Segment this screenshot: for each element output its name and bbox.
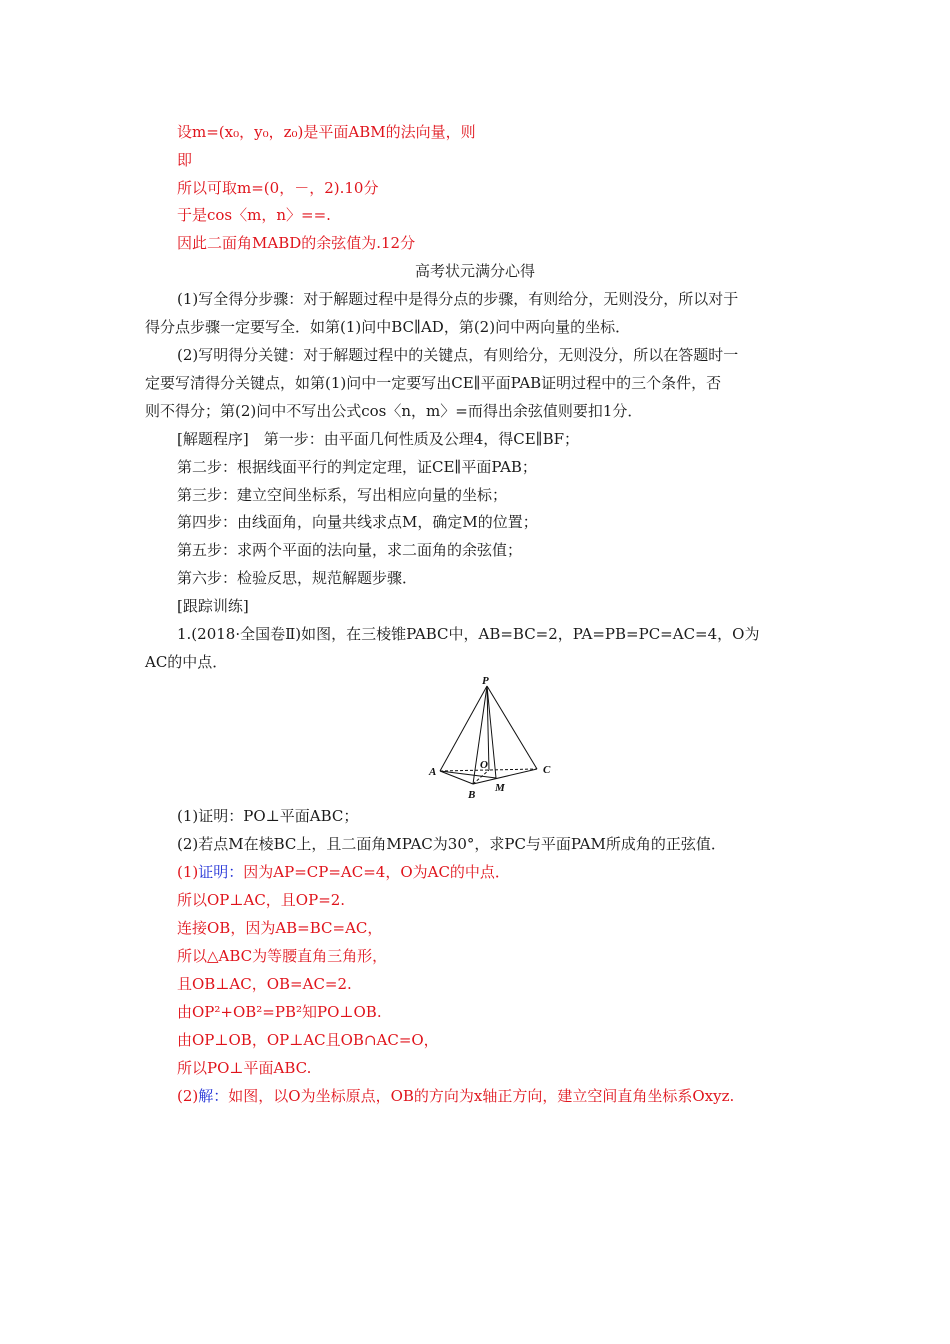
solution-line-ji: 即 (177, 151, 193, 169)
label-O: O (480, 759, 488, 771)
answer-1-line-6: 由OP²+OB²=PB²知PO⊥OB. (177, 1003, 382, 1021)
answer-2-prefix: (2) (177, 1087, 199, 1105)
question-part-2: (2)若点M在棱BC上，且二面角MPAC为30°，求PC与平面PAM所成角的正弦值． (177, 835, 726, 853)
answer-1-line-4: 所以△ABC为等腰直角三角形， (177, 947, 388, 965)
answer-1-line-2: 所以OP⊥AC，且OP=2. (177, 891, 346, 909)
question-line-b: AC的中点． (145, 653, 228, 671)
procedure-step-4: 第四步：由线面角，向量共线求点M，确定M的位置； (177, 513, 538, 531)
question-part-1: (1)证明：PO⊥平面ABC； (177, 807, 359, 825)
procedure-step-2: 第二步：根据线面平行的判定定理，证CE∥平面PAB； (177, 458, 537, 476)
answer-2-text: 如图，以O为坐标原点，OB的方向为x轴正方向，建立空间直角坐标系Oxyz. (228, 1087, 735, 1105)
solution-line-conclusion: 因此二面角MABD的余弦值为.12分 (177, 234, 416, 252)
procedure-step-6: 第六步：检验反思，规范解题步骤． (177, 569, 418, 587)
tracking-heading: [跟踪训练] (177, 597, 249, 615)
tip-1-line-a: (1)写全得分步骤：对于解题过程中是得分点的步骤，有则给分，无则没分，所以对于 (177, 290, 739, 308)
answer-1-text: 因为AP=CP=AC=4，O为AC的中点． (243, 863, 510, 881)
tip-2-line-c: 则不得分；第(2)问中不写出公式cos〈n，m〉=而得出余弦值则要扣1分． (145, 402, 643, 420)
answer-2-label: 解： (198, 1087, 229, 1105)
solution-line-cos: 于是cos〈m，n〉==. (177, 206, 331, 224)
answer-1-line-8: 所以PO⊥平面ABC. (177, 1059, 312, 1077)
tip-2-line-b: 定要写清得分关键点，如第(1)问中一定要写出CE∥平面PAB证明过程中的三个条件，否 (145, 374, 722, 392)
label-B: B (468, 789, 476, 801)
answer-1-label: 证明： (198, 863, 244, 881)
answer-1-line-3: 连接OB，因为AB=BC=AC， (177, 919, 383, 937)
question-line-a: 1.(2018·全国卷Ⅱ)如图，在三棱锥PABC中，AB=BC=2，PA=PB=PC=AC=4，O为 (177, 625, 760, 643)
section-title: 高考状元满分心得 (414, 262, 535, 280)
answer-1-line-7: 由OP⊥OB，OP⊥AC且OB∩AC=O， (177, 1031, 439, 1049)
answer-1-line-1 (177, 862, 510, 882)
procedure-step-1: [解题程序] 第一步：由平面几何性质及公理4，得CE∥BF； (177, 430, 580, 448)
procedure-step-3: 第三步：建立空间坐标系，写出相应向量的坐标； (177, 486, 508, 504)
tip-1-line-b: 得分点步骤一定要写全．如第(1)问中BC∥AD，第(2)问中两向量的坐标． (145, 318, 631, 336)
label-M: M (495, 782, 505, 794)
procedure-step-5: 第五步：求两个平面的法向量，求二面角的余弦值； (177, 541, 523, 559)
answer-2-line-1 (177, 1086, 734, 1106)
pyramid-figure (420, 676, 560, 804)
solution-line-normal-vector: 设m=(x₀，y₀，z₀)是平面ABM的法向量，则 (177, 123, 476, 141)
label-C: C (543, 764, 551, 776)
tip-2-line-a: (2)写明得分关键：对于解题过程中的关键点，有则给分，无则没分，所以在答题时一 (177, 346, 739, 364)
answer-1-prefix: (1) (177, 863, 199, 881)
answer-1-line-5: 且OB⊥AC，OB=AC=2. (177, 975, 352, 993)
solution-line-m-value: 所以可取m=(0，－，2).10分 (177, 179, 379, 197)
label-P: P (482, 676, 489, 687)
edge-PC (487, 686, 537, 769)
label-A: A (429, 766, 437, 778)
